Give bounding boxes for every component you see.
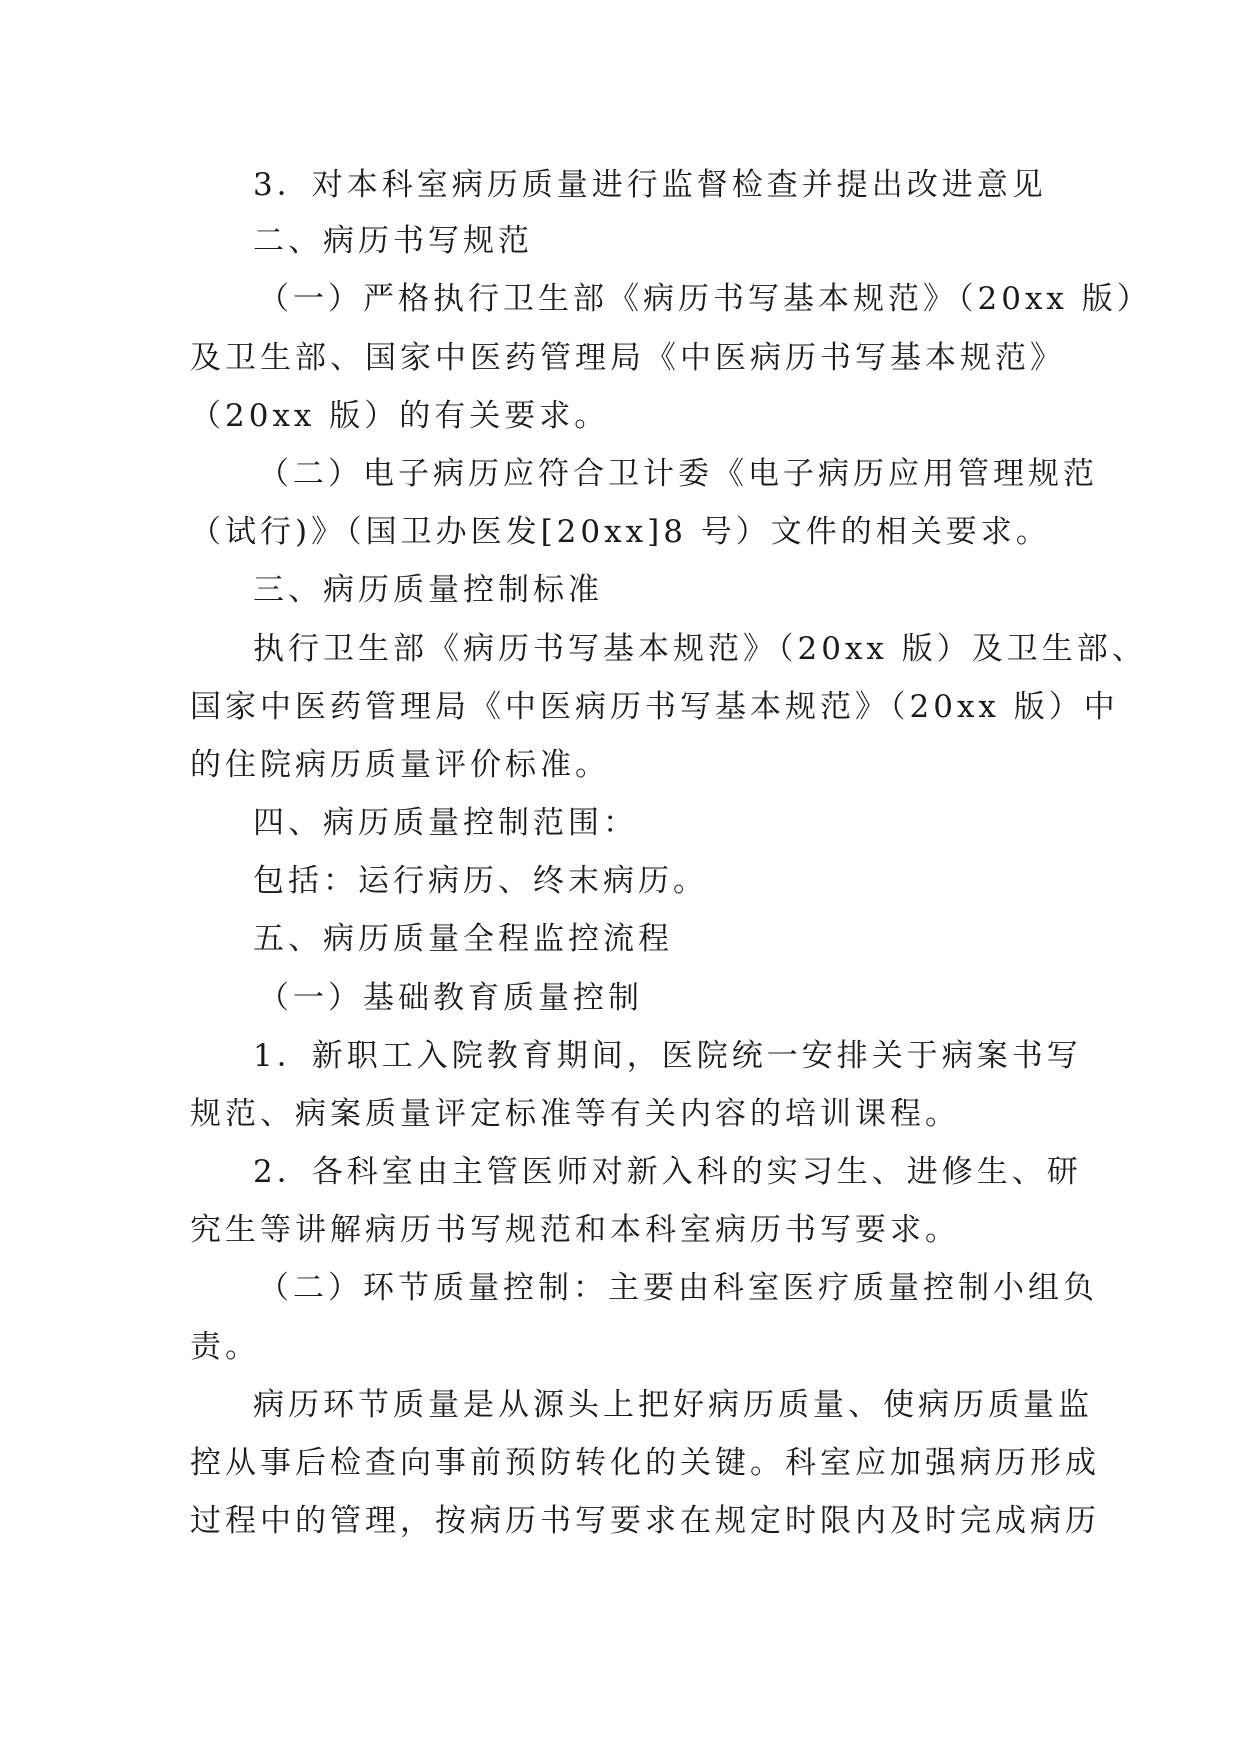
paragraph-line: 3．对本科室病历质量进行监督检查并提出改进意见	[253, 167, 1047, 203]
paragraph-line: 病历环节质量是从源头上把好病历质量、使病历质量监	[253, 1387, 1093, 1423]
paragraph-line: 的住院病历质量评价标准。	[190, 747, 610, 783]
section-heading: 二、病历书写规范	[253, 223, 533, 259]
paragraph-line: 执行卫生部《病历书写基本规范》（20xx 版）及卫生部、	[253, 631, 1147, 667]
paragraph-line: （一）严格执行卫生部《病历书写基本规范》（20xx 版）	[258, 281, 1152, 317]
paragraph-line: 控从事后检查向事前预防转化的关键。科室应加强病历形成	[190, 1445, 1100, 1481]
paragraph-line: （试行)》（国卫办医发[20xx]8 号）文件的相关要求。	[190, 514, 1051, 550]
paragraph-line: 包括：运行病历、终末病历。	[253, 863, 708, 899]
paragraph-line: 1．新职工入院教育期间，医院统一安排关于病案书写	[253, 1038, 1082, 1074]
paragraph-line: 责。	[190, 1329, 260, 1365]
paragraph-line: 2．各科室由主管医师对新入科的实习生、进修生、研	[253, 1154, 1082, 1190]
paragraph-line: 究生等讲解病历书写规范和本科室病历书写要求。	[190, 1212, 960, 1248]
paragraph-line: （20xx 版）的有关要求。	[190, 398, 610, 434]
paragraph-line: 规范、病案质量评定标准等有关内容的培训课程。	[190, 1096, 960, 1132]
paragraph-line: 过程中的管理，按病历书写要求在规定时限内及时完成病历	[190, 1503, 1100, 1539]
subsection-heading: （二）环节质量控制：主要由科室医疗质量控制小组负	[258, 1270, 1098, 1306]
paragraph-line: （二）电子病历应符合卫计委《电子病历应用管理规范	[258, 456, 1098, 492]
subsection-heading: （一）基础教育质量控制	[258, 980, 643, 1016]
paragraph-line: 国家中医药管理局《中医病历书写基本规范》（20xx 版）中	[190, 689, 1119, 725]
section-heading: 五、病历质量全程监控流程	[253, 921, 673, 957]
paragraph-line: 及卫生部、国家中医药管理局《中医病历书写基本规范》	[190, 340, 1065, 376]
section-heading: 四、病历质量控制范围：	[253, 805, 638, 841]
section-heading: 三、病历质量控制标准	[253, 572, 603, 608]
